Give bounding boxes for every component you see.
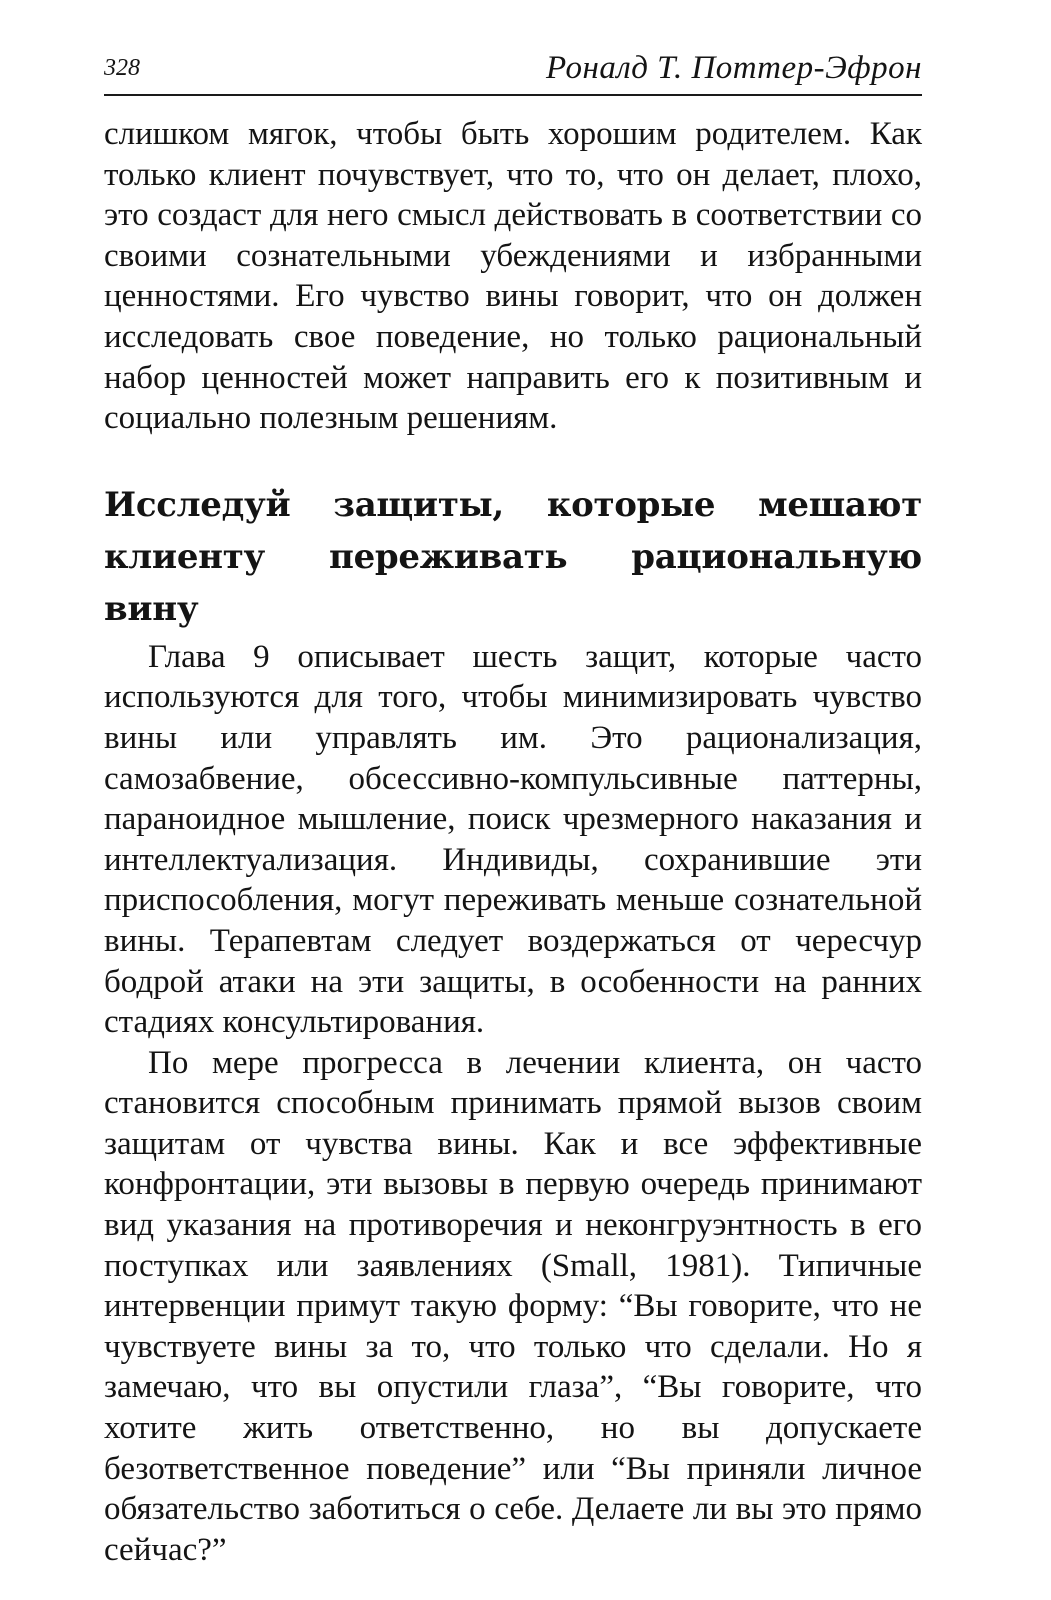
page-number: 328 <box>104 55 140 81</box>
paragraph-interventions: По мере прогресса в лечении клиента, он часто становится способным принимать прямой вызов своим защитам от чувства вины. Как и все эффективные конфронтации, эти вызовы в первую очередь принимают вид указания на противоречия и неконгруэнтность в его поступках или заявлениях (Small, 1981). Типичные интервенции примут такую форму: “Вы говорите, что не чувствуете вины за то, что только что сделали. Но я замечаю, что вы опустили глаза”, “Вы говорите, что хотите жить ответственно, но вы допускаете безответственное поведение” или “Вы приняли личное обязательство заботиться о себе. Делаете ли вы это прямо сейчас?” <box>104 1044 922 1568</box>
running-author: Роналд Т. Поттер-Эфрон <box>546 50 922 86</box>
book-page <box>104 42 922 1570</box>
running-header <box>104 42 922 96</box>
paragraph-defenses: Глава 9 описывает шесть защит, которые часто используются для того, чтобы минимизировать чувство вины или управлять им. Это рационализация, самозабвение, обсессивно-компульсивные паттерны, параноидное мышление, поиск чрезмерного наказания и интеллектуализация. Индивиды, сохранившие эти приспособления, могут переживать меньше сознательной вины. Терапевтам следует воздержаться от чересчур бодрой атаки на эти защиты, в особенности на ранних стадиях консультирования. <box>104 638 922 1041</box>
section-heading: Исследуй защиты, которые мешают клиенту переживать рациональную вину <box>104 484 922 629</box>
paragraph-continued: слишком мягок, чтобы быть хорошим родителем. Как только клиент почувствует, что то, что он делает, плохо, это создаст для него смысл действовать в соответствии со своими сознательными убеждениями и избранными ценностями. Его чувство вины говорит, что он должен исследовать свое поведение, но только рациональный набор ценностей может направить его к позитивным и социально полезным решениям. <box>104 116 922 437</box>
